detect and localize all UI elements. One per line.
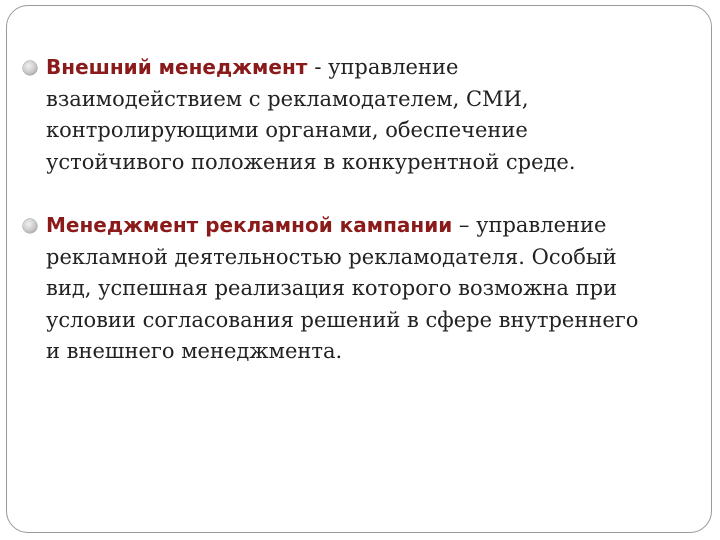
item-text: контролирующими органами, обеспечение (46, 118, 528, 142)
bullet-icon (23, 61, 37, 75)
item-text: взаимодействием с рекламодателем, СМИ, (46, 86, 529, 111)
item-text: и внешнего менеджмента. (46, 339, 343, 363)
list-item (20, 210, 690, 368)
bullet-list (20, 52, 690, 368)
item-first-line (46, 210, 690, 242)
item-text: - управление (314, 55, 459, 79)
item-text: – управление (452, 213, 607, 237)
item-text: устойчивого положения в конкурентной среде. (46, 149, 576, 174)
bullet-icon (23, 219, 37, 233)
list-item (20, 52, 690, 178)
item-text: условии согласования решений в сфере внутреннего (46, 307, 639, 332)
term-label: Менеджмент рекламной кампании (46, 213, 453, 237)
item-text: вид, успешная реализация которого возможна при (46, 276, 618, 300)
item-text: рекламной деятельностью рекламодателя. Особый (46, 244, 617, 269)
item-first-line (46, 52, 690, 84)
term-label: Внешний менеджмент (46, 55, 315, 79)
